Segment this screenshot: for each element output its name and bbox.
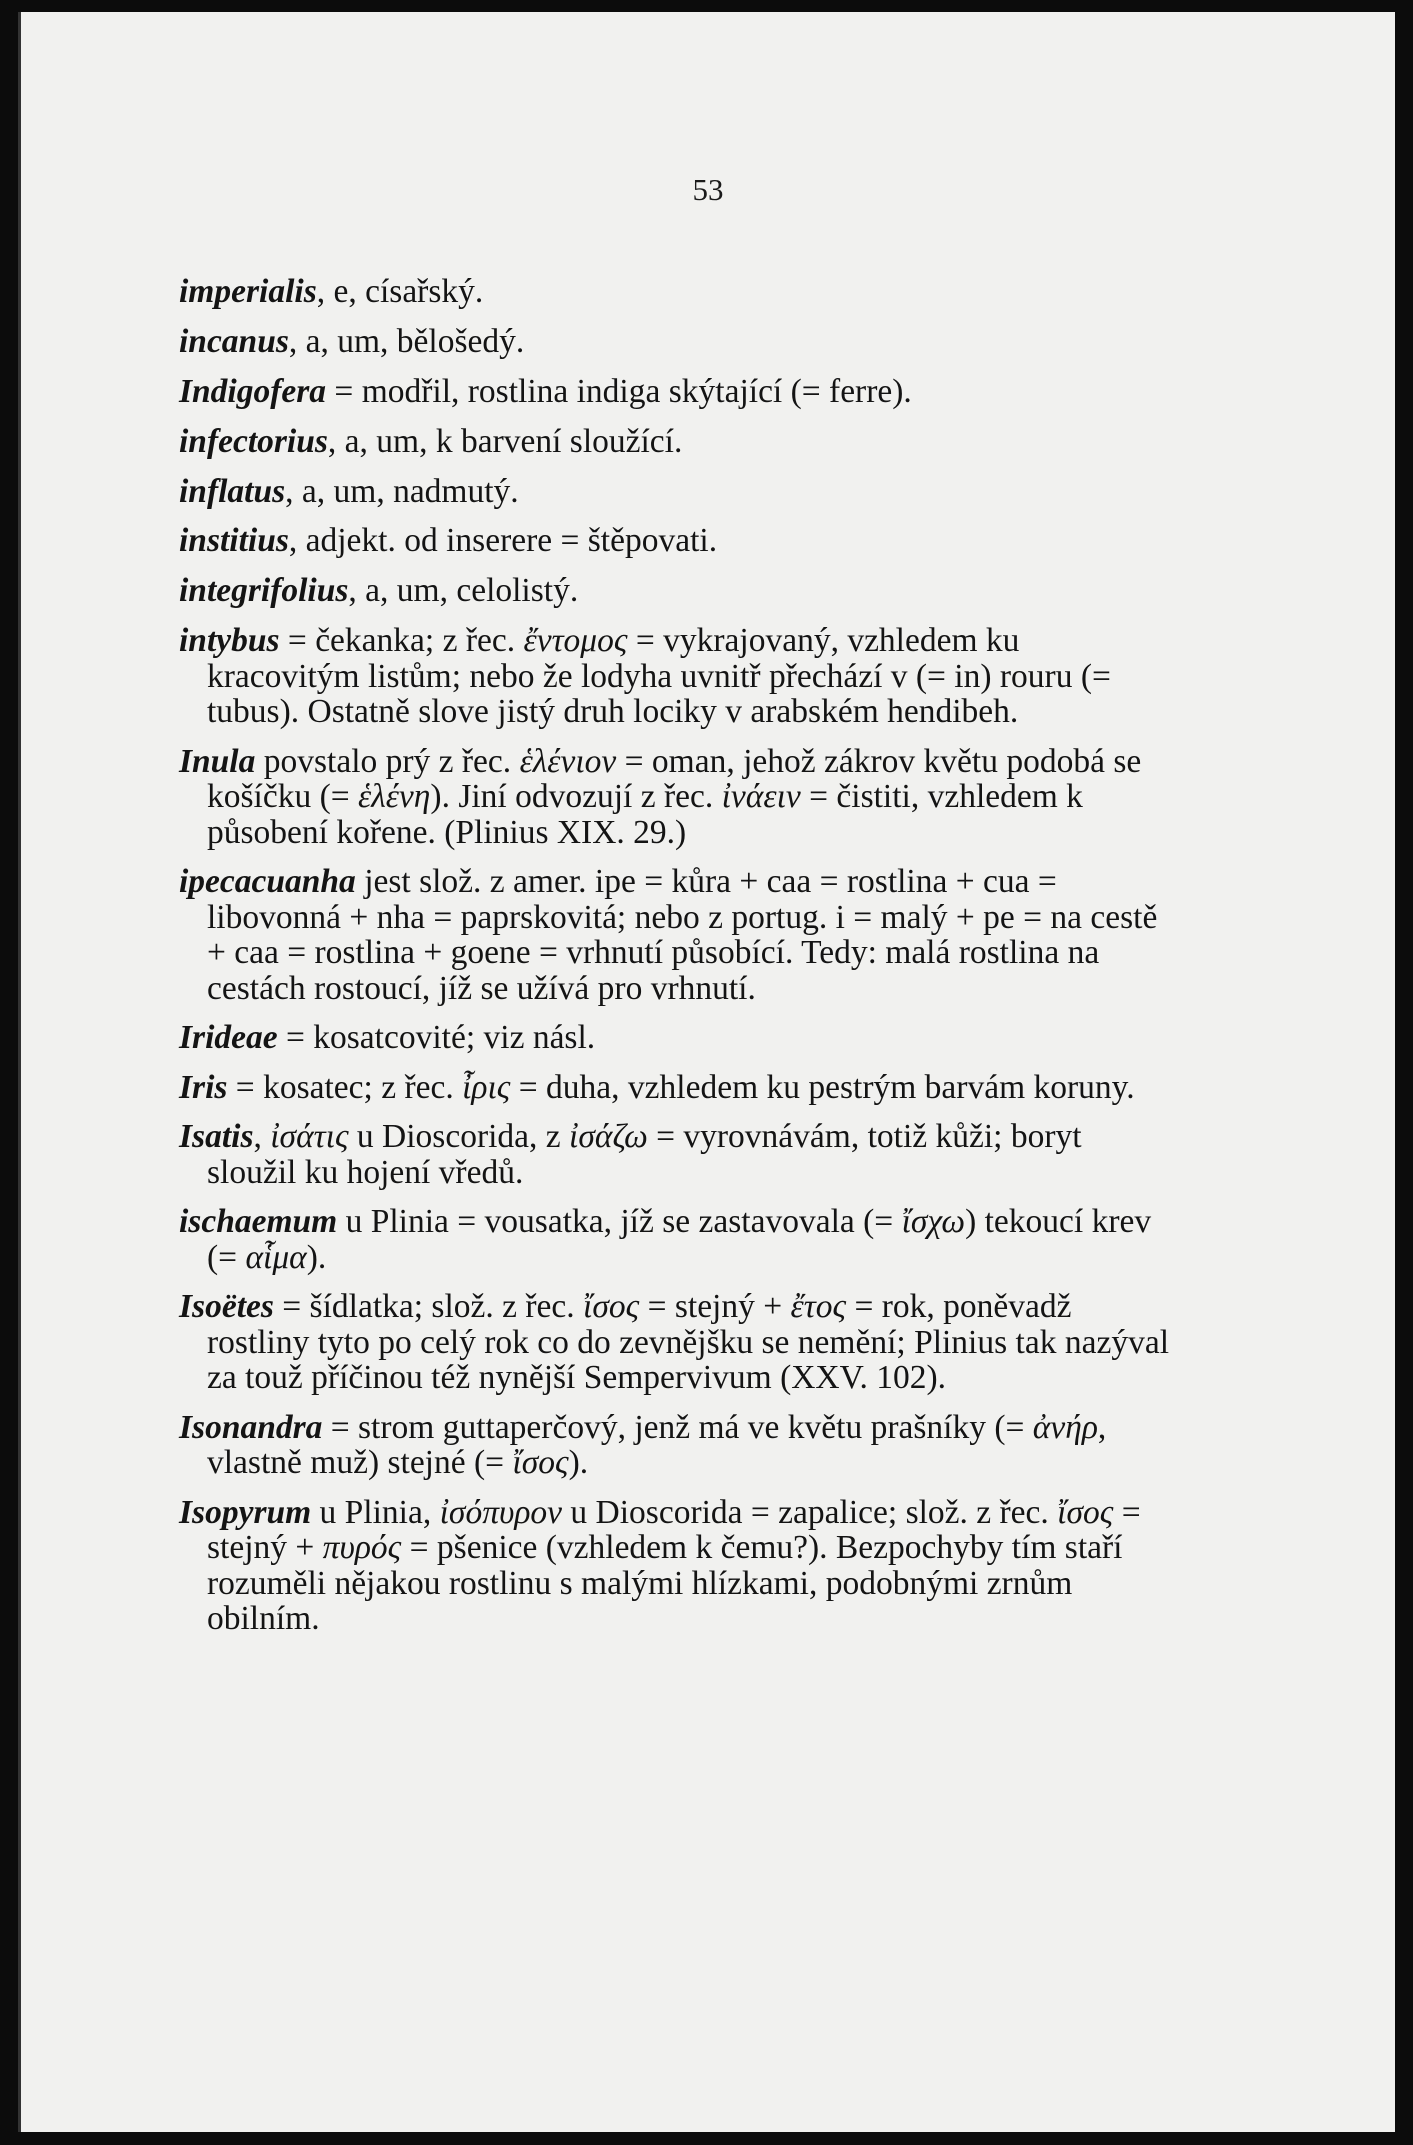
entry-text: = vykrajovaný, vzhledem ku kracovitým listům; nebo že lodyha uvnitř přechází v (= in) rouru (= tubus). Ostatně slove jistý druh lociky v arabském hendibeh. <box>207 622 1111 731</box>
entry-text: u Dioscorida = zapalice; slož. z řec. <box>562 1493 1058 1531</box>
entry-institius <box>179 523 1179 559</box>
entry-term: integrifolius <box>179 572 349 610</box>
entry-incanus <box>179 324 1179 360</box>
entry-text: = vyrovnávám, totiž kůži; boryt sloužil ku hojení vředů. <box>207 1118 1082 1191</box>
entry-text: , e, císařský. <box>316 273 484 310</box>
entry-term: infectorius <box>179 422 328 460</box>
greek-word: ἰνάειν <box>721 778 801 816</box>
entry-text: = stejný + <box>639 1288 791 1326</box>
entry-term: Inula <box>179 742 256 780</box>
greek-word: ἶρις <box>462 1068 511 1106</box>
greek-word: ἑλένιον <box>519 742 617 780</box>
entry-iris <box>179 1070 1179 1106</box>
entry-text: u Plinia = vousatka, jíž se zastavovala (= <box>337 1203 902 1241</box>
entry-text: = kosatec; z řec. <box>227 1068 463 1106</box>
entry-inula <box>179 744 1179 851</box>
greek-word: ἰσάζω <box>569 1118 648 1156</box>
entry-integrifolius <box>179 573 1179 609</box>
entry-text: = strom guttaperčový, jenž má ve květu prašníky (= <box>322 1408 1033 1446</box>
entry-infectorius <box>179 424 1179 460</box>
entry-text: = stejný + <box>207 1493 1141 1567</box>
entry-text: = rok, poněvadž rostliny tyto po celý rok co do zevnějšku se nemění; Plinius tak nazýval za touž příčinou též nynější Sempervivum (XXV. 102). <box>207 1288 1169 1397</box>
entry-text: , a, um, k barvení sloužící. <box>327 422 683 460</box>
entry-text: u Dioscorida, z <box>348 1118 570 1156</box>
greek-word: ἴσχω <box>901 1203 966 1241</box>
entry-ischaemum <box>179 1204 1179 1275</box>
greek-word: ἴσος <box>512 1444 569 1482</box>
entry-text: , a, um, bělošedý. <box>288 322 525 360</box>
entry-text: ). Jiní odvozují z řec. <box>430 778 722 816</box>
entry-text: = čistiti, vzhledem k působení kořene. (Plinius XIX. 29.) <box>207 778 1083 851</box>
entry-text: , adjekt. od inserere = štěpovati. <box>288 522 718 560</box>
entry-term: institius <box>179 522 289 560</box>
greek-word: πυρός <box>322 1529 402 1567</box>
entry-term: imperialis <box>179 273 317 310</box>
entry-indigofera <box>179 374 1179 410</box>
entry-text: , a, um, nadmutý. <box>285 472 519 510</box>
entry-term: ipecacuanha <box>179 863 356 901</box>
greek-word: ἴσος <box>583 1288 640 1326</box>
entry-text: ) tekoucí krev (= <box>207 1203 1152 1276</box>
entry-inflatus <box>179 474 1179 510</box>
entry-text: ). <box>568 1444 589 1482</box>
entry-term: Iris <box>179 1068 228 1106</box>
entry-text: = oman, jehož zákrov květu podobá se košíčku (= <box>207 742 1142 816</box>
entry-term: Isopyrum <box>179 1493 312 1531</box>
entry-text: povstalo prý z řec. <box>255 742 520 780</box>
entry-ipecacuanha <box>179 864 1179 1006</box>
entry-text: = šídlatka; slož. z řec. <box>273 1288 584 1326</box>
greek-word: ἑλένη <box>358 778 431 816</box>
entry-isoetes <box>179 1289 1179 1396</box>
entry-term: Indigofera <box>179 372 327 410</box>
greek-word: αἷμα <box>245 1238 307 1276</box>
entry-term: ischaemum <box>179 1203 338 1241</box>
entry-isonandra <box>179 1410 1179 1481</box>
entry-term: incanus <box>179 322 289 360</box>
entry-term: inflatus <box>179 472 286 510</box>
entry-irideae <box>179 1020 1179 1056</box>
entry-imperialis <box>179 274 1179 310</box>
entry-term: intybus <box>179 622 280 660</box>
entry-text: u Plinia, <box>311 1493 440 1531</box>
page-number: 53 <box>692 172 724 207</box>
greek-word: ἀνήρ <box>1032 1408 1098 1446</box>
entry-text: jest slož. z amer. ipe = kůra + caa = rostlina + cua = libovonná + nha = paprskovitá; nebo z portug. i = malý + pe = na cestě + caa = rostlina + goene = vrhnutí působící. Tedy: malá rostlina na cestách rostoucí, jíž se užívá pro vrhnutí. <box>207 863 1158 1007</box>
entry-text: ). <box>306 1238 327 1276</box>
greek-word: ἰσόπυρον <box>439 1493 563 1531</box>
entry-text: = čekanka; z řec. <box>279 622 524 660</box>
glossary-entries <box>179 274 1179 1651</box>
entry-text: , vlastně muž) stejné (= <box>207 1408 1107 1482</box>
entry-text: = duha, vzhledem ku pestrým barvám koruny. <box>510 1068 1135 1106</box>
entry-term: Isoëtes <box>179 1288 274 1326</box>
entry-text: , a, um, celolistý. <box>348 572 579 610</box>
entry-term: Isatis <box>179 1118 254 1156</box>
entry-text: = modřil, rostlina indiga skýtající (= ferre). <box>326 372 912 410</box>
book-page <box>18 12 1395 2132</box>
entry-text: , <box>253 1118 271 1156</box>
greek-word: ἴσος <box>1057 1493 1114 1531</box>
entry-term: Isonandra <box>179 1408 323 1446</box>
entry-text: = pšenice (vzhledem k čemu?). Bezpochyby tím staří rozuměli nějakou rostlinu s malými hlízkami, podobnými zrnům obilním. <box>207 1529 1123 1638</box>
entry-text: = kosatcovité; viz násl. <box>277 1019 596 1057</box>
entry-intybus <box>179 623 1179 730</box>
entry-isopyrum <box>179 1495 1179 1637</box>
greek-word: ἰσάτις <box>270 1118 349 1156</box>
entry-isatis <box>179 1119 1179 1190</box>
greek-word: ἔτος <box>790 1288 847 1326</box>
entry-term: Irideae <box>179 1019 278 1057</box>
greek-word: ἔντομος <box>523 622 628 660</box>
